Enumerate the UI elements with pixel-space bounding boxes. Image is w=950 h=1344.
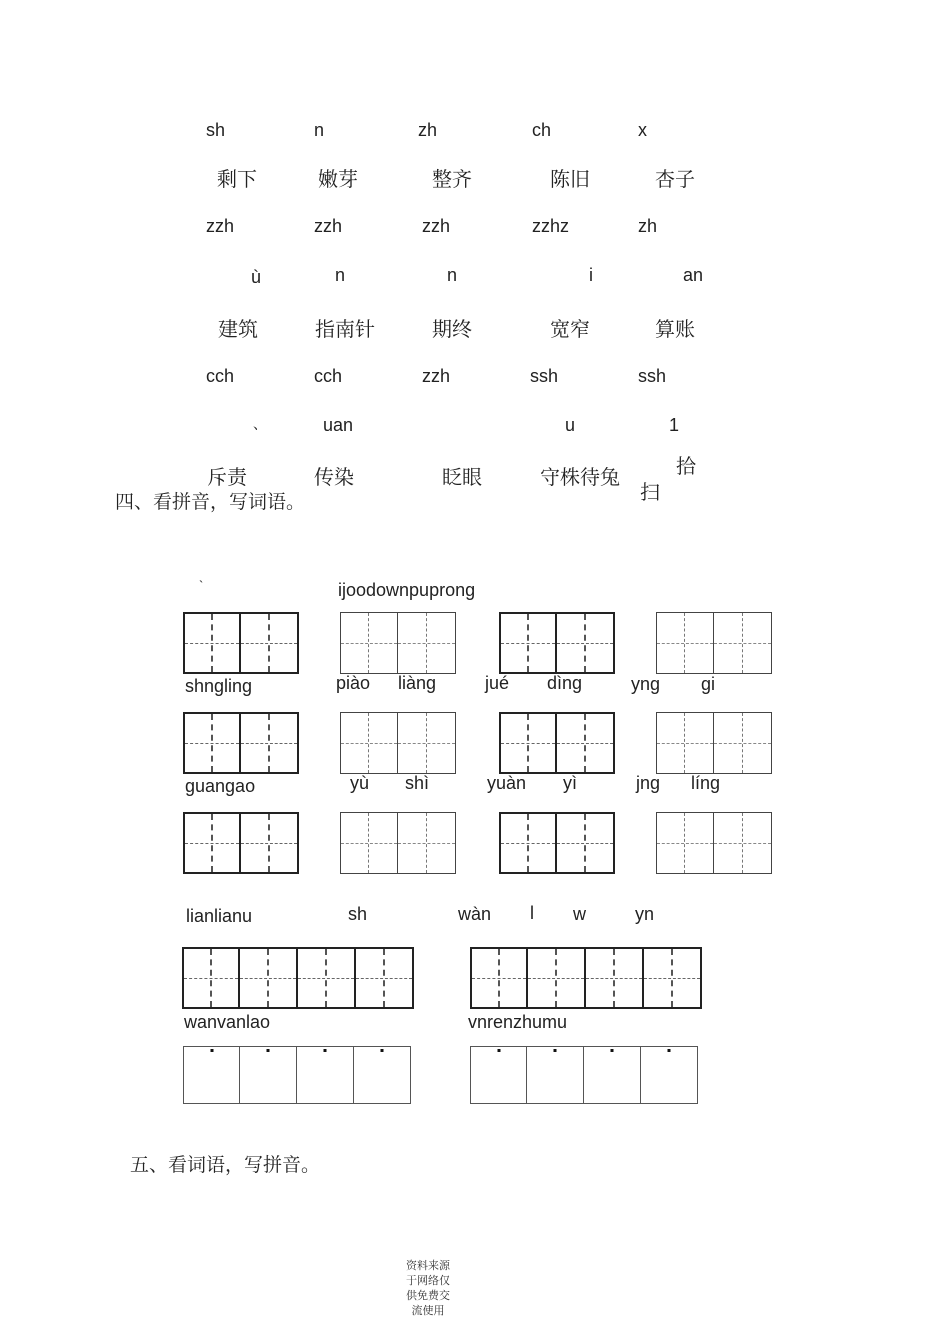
pinyin-r4-3: zzh [422, 366, 451, 386]
word-r5-extra: 扫 [640, 480, 660, 504]
pinyin-g1-5: dìng [547, 673, 583, 693]
word-r3-1: 建筑 [218, 317, 258, 341]
grid-r3-3[interactable] [499, 812, 615, 874]
grid-r3-2[interactable] [340, 812, 456, 874]
pinyin-g3-3: wàn [458, 904, 492, 924]
pinyin-g3-1: lianlianu [186, 906, 253, 926]
pinyin-g3-5: w [573, 904, 586, 924]
word-r3-2: 指南针 [315, 317, 375, 341]
section5-clip [130, 1150, 370, 1176]
pinyin-g2-2: yù [350, 773, 370, 793]
pinyin-r2-1: zzh [206, 216, 235, 236]
word-r5-3: 眨眼 [442, 465, 482, 489]
pinyin-g1-3: liàng [398, 673, 437, 693]
grid-r1-1[interactable] [183, 612, 299, 674]
pinyin-r1-3: zh [418, 120, 438, 140]
pinyin-r3-4: i [589, 265, 593, 285]
pinyin-g1-1: shngling [185, 676, 253, 696]
grid-r2-1[interactable] [183, 712, 299, 774]
pinyin-g3-6: yn [635, 904, 655, 924]
pinyin-r2-2: zzh [314, 216, 343, 236]
pinyin-r5-2: uan [323, 415, 354, 435]
grid-r4-2[interactable] [470, 947, 702, 1009]
pinyin-g2-4: yuàn [487, 773, 527, 793]
pinyin-r2-5: zh [638, 216, 658, 236]
pinyin-g4-1: wanvanlao [184, 1012, 271, 1032]
pinyin-r5-1: 、 [253, 416, 267, 432]
pinyin-clip-3 [186, 906, 266, 926]
pinyin-r4-4: ssh [530, 366, 559, 386]
clipped-char [640, 476, 662, 504]
pinyin-r3-5: an [683, 265, 704, 285]
pinyin-g1-2: piào [336, 673, 371, 693]
top-mark-1: ` [199, 578, 204, 593]
word-r3-5: 算账 [655, 317, 695, 341]
pinyin-r3-3: n [447, 265, 458, 285]
grid-r1-4[interactable] [656, 612, 772, 674]
grid-r4-1[interactable] [182, 947, 414, 1009]
word-r1-4: 陈旧 [550, 167, 590, 191]
word-r5-1: 斥责 [207, 465, 247, 489]
pinyin-r5-4: 1 [669, 415, 680, 435]
pinyin-g2-7: líng [691, 773, 721, 793]
pinyin-clip-2 [185, 776, 265, 796]
footer-note: 资料来源于网络仅供免费交流使用 [406, 1259, 450, 1317]
pinyin-r2-3: zzh [422, 216, 451, 236]
pinyin-r1-5: x [638, 120, 647, 140]
pinyin-r4-2: cch [314, 366, 343, 386]
pinyin-r1-4: ch [532, 120, 552, 140]
pinyin-r4-1: cch [206, 366, 235, 386]
section4-title: 四、看拼音，写词语。 [115, 491, 306, 513]
word-r3-3: 期终 [432, 317, 472, 341]
grid-r1-2[interactable] [340, 612, 456, 674]
grid-r2-2[interactable] [340, 712, 456, 774]
pinyin-g2-5: yì [563, 773, 578, 793]
pinyin-r3-1: ù [251, 267, 262, 287]
grid-r3-4[interactable] [656, 812, 772, 874]
top-mark-2: ijoodownpuprong [338, 580, 476, 600]
pinyin-g2-1: guangao [185, 776, 256, 796]
pinyin-g3-4: l [530, 903, 534, 923]
pinyin-g3-2: sh [348, 904, 368, 924]
pinyin-clip-1 [185, 676, 265, 696]
grid-r2-4[interactable] [656, 712, 772, 774]
pinyin-r4-5: ssh [638, 366, 667, 386]
grid-r1-3[interactable] [499, 612, 615, 674]
pinyin-g1-7: gi [701, 674, 716, 694]
pinyin-r5-3: u [565, 415, 576, 435]
pinyin-g4-2: vnrenzhumu [468, 1012, 568, 1032]
pinyin-g1-4: jué [485, 673, 510, 693]
word-r1-5: 杏子 [655, 167, 695, 191]
word-r3-4: 宽窄 [550, 317, 590, 341]
box-row-2[interactable] [470, 1046, 698, 1104]
box-row-1[interactable] [183, 1046, 411, 1104]
pinyin-r1-1: sh [206, 120, 226, 140]
grid-r3-1[interactable] [183, 812, 299, 874]
pinyin-r1-2: n [314, 120, 325, 140]
word-r1-2: 嫩芽 [318, 167, 358, 191]
pinyin-r3-2: n [335, 265, 346, 285]
grid-r2-3[interactable] [499, 712, 615, 774]
top-mark-clip [338, 578, 508, 600]
pinyin-g1-6: yng [631, 674, 661, 694]
section5-title: 五、看词语，写拼音。 [130, 1154, 321, 1176]
pinyin-r2-4: zzhz [532, 216, 570, 236]
word-r5-2: 传染 [314, 465, 354, 489]
pinyin-g2-6: jng [636, 773, 661, 793]
pinyin-g2-3: shì [405, 773, 430, 793]
word-r1-1: 剩下 [217, 167, 257, 191]
word-r5-4: 守株待兔 [540, 465, 620, 489]
word-r1-3: 整齐 [432, 167, 472, 191]
word-r5-5: 拾 [676, 454, 696, 478]
